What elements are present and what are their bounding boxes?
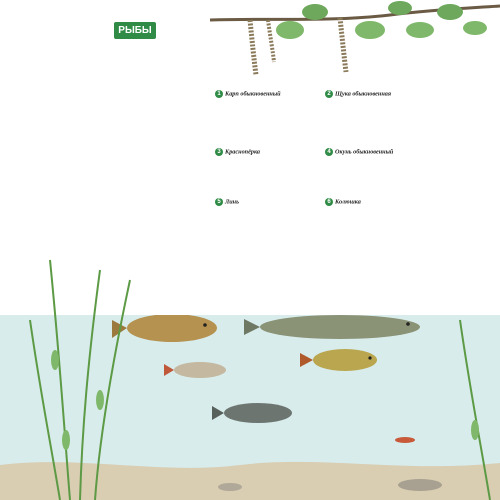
entry-title: Щука обыкновенная bbox=[335, 90, 392, 98]
entry-title: Карп обыкновенный bbox=[225, 90, 281, 98]
entry-title: Колюшка bbox=[335, 198, 361, 206]
entry-number: 5 bbox=[215, 198, 223, 206]
fish-entry-stickleback bbox=[325, 198, 425, 208]
entry-title: Окунь обыкновенный bbox=[335, 148, 394, 156]
fish-entry-carp bbox=[215, 90, 310, 100]
entry-number: 2 bbox=[325, 90, 333, 98]
entry-number: 3 bbox=[215, 148, 223, 156]
fish-entry-rudd bbox=[215, 148, 310, 158]
fish-entry-perch bbox=[325, 148, 425, 158]
entry-number: 4 bbox=[325, 148, 333, 156]
entry-number: 6 bbox=[325, 198, 333, 206]
entry-number: 1 bbox=[215, 90, 223, 98]
entry-title: Линь bbox=[225, 198, 239, 206]
section-title-badge: РЫБЫ bbox=[114, 22, 156, 39]
entry-title: Краснопёрка bbox=[225, 148, 261, 156]
fish-entry-tench bbox=[215, 198, 310, 208]
water-plants-illustration bbox=[0, 240, 500, 500]
branch-illustration bbox=[210, 0, 500, 90]
fish-entry-pike bbox=[325, 90, 425, 100]
